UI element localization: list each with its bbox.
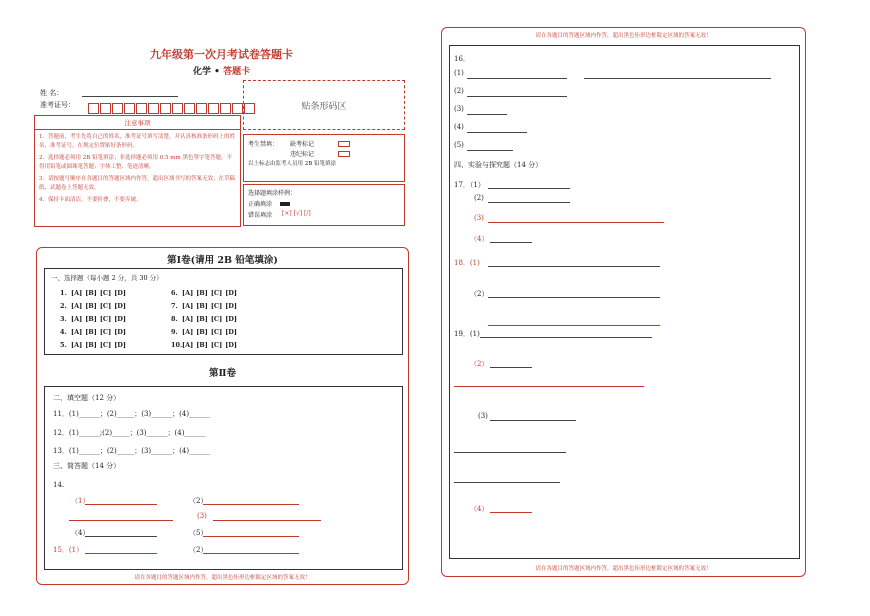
q14-3-line[interactable] [213,520,321,521]
choice-option-bubble[interactable]: [C] [99,327,112,336]
choice-option-bubble[interactable]: [D] [114,288,126,297]
choice-option-bubble[interactable]: [B] [85,301,97,310]
q15-2-label: （2） [189,546,208,554]
part2-title: 第Ⅱ卷 [208,368,236,379]
q16-1-line[interactable] [467,78,567,79]
q18-1-label: 18．(1) [454,259,480,267]
q16-5-label: (5) [454,141,464,149]
choice-column-left [60,286,126,351]
q19-extra-line[interactable] [454,386,644,387]
q16-5-line[interactable] [467,150,513,151]
choice-option-bubble[interactable]: [D] [225,288,237,297]
section3-title: 三、简答题（14 分） [53,462,121,470]
choice-option-bubble[interactable]: [D] [114,301,126,310]
q16-4-label: (4) [454,123,464,131]
answer-card-label: 答题卡 [223,67,251,77]
choice-number: 5. [60,340,67,349]
q19-extra-line-b[interactable] [454,452,566,453]
q17-4-line[interactable] [490,242,532,243]
choice-option-bubble[interactable]: [B] [196,340,208,349]
note-item: 3．请按题号顺序在各题目的答题区域内作答，超出区域书写的答案无效；在草稿纸、试题卷上答题无效。 [39,176,236,191]
q14-4-line[interactable] [85,536,157,537]
q16-4-line[interactable] [467,132,527,133]
q14-1-label: （1） [71,497,90,505]
choice-option-bubble[interactable]: [C] [99,340,112,349]
choice-option-bubble[interactable]: [B] [85,288,97,297]
choice-option-bubble[interactable]: [A] [71,340,83,349]
q19-1-line[interactable] [480,337,652,338]
note-item: 1．答题前，考生先将自己的姓名，准考证号填写清楚，并认真核准条形码上的姓名、准考证号，在规定位置贴好条形码。 [39,134,236,149]
choice-column-right [171,286,237,351]
q16-label: 16． [454,55,470,63]
exam-id-label: 准考证号： [40,101,75,109]
correct-fill-label: 正确填涂 [248,201,273,208]
answer-section-left [36,247,409,585]
fill-example-title: 选择题填涂样例： [248,190,297,197]
q17-4-label: （4） [470,235,489,243]
choice-row [60,299,126,312]
name-field[interactable] [82,96,178,97]
choice-option-bubble[interactable]: [A] [182,327,194,336]
q14-1-line[interactable] [85,504,157,505]
q19-3-label: (3) [478,412,488,420]
choice-option-bubble[interactable]: [C] [210,288,223,297]
q17-1-label: 17．（1） [454,181,485,189]
absent-checkbox[interactable] [338,141,350,147]
subjective-box [44,386,403,570]
choice-option-bubble[interactable]: [A] [182,340,194,349]
q16-2-line[interactable] [467,96,567,97]
q18-2-label: （2） [470,290,489,298]
q14-2-label: （2） [189,497,208,505]
choice-option-bubble[interactable]: [B] [85,340,97,349]
section2-title: 二、填空题（12 分） [53,394,121,402]
sheet-subtitle [193,64,250,77]
q16-1-line-b[interactable] [584,78,771,79]
choice-row [60,312,126,325]
choice-option-bubble[interactable]: [B] [85,314,97,323]
q18-extra-line[interactable] [488,325,660,326]
footer-note-left: 请在各题目的答题区域内作答，超出黑色矩形边框限定区域的答案无效！ [134,575,311,581]
q19-2-label: （2） [470,360,489,368]
q19-1-label: 19．(1) [454,330,480,338]
q18-2-line[interactable] [488,297,660,298]
q19-4-line[interactable] [490,512,532,513]
choice-row [171,338,237,351]
q14-5-line[interactable] [203,536,299,537]
choice-option-bubble[interactable]: [B] [196,314,208,323]
choice-number: 1. [60,288,67,297]
q17-3-label: (3) [474,214,484,222]
header-note-right: 请在各题目的答题区域内作答，超出黑色矩形边框限定区域的答案无效！ [535,33,712,39]
choice-option-bubble[interactable]: [A] [182,301,194,310]
status-label: 考生禁填： [248,141,279,148]
choice-option-bubble[interactable]: [C] [210,301,223,310]
q18-1-line[interactable] [488,266,660,267]
cheat-label: 违纪标记 [290,151,315,158]
choice-number: 9. [171,327,178,336]
q15-1-line[interactable] [85,553,157,554]
choice-number: 4. [60,327,67,336]
dot-separator: • [214,67,220,77]
q19-3-line[interactable] [490,420,576,421]
choice-option-bubble[interactable]: [B] [196,301,208,310]
choice-option-bubble[interactable]: [D] [225,327,237,336]
wrong-fill-label: 错误填涂 [248,212,273,219]
choice-row [171,325,237,338]
choice-box [44,268,403,355]
q14-extra-line[interactable] [69,520,173,521]
notes-title: 注意事项 [35,116,240,130]
q14-4-label: （4） [71,529,90,537]
choice-option-bubble[interactable]: [D] [114,327,126,336]
q17-2-label: (2) [474,194,484,202]
status-box [243,134,405,182]
barcode-label: 贴条形码区 [301,101,347,112]
cheat-checkbox[interactable] [338,151,350,157]
choice-row [60,286,126,299]
q17-1-line[interactable] [488,188,570,189]
choice-row [60,325,126,338]
choice-number: 3. [60,314,67,323]
q19-2-line[interactable] [490,367,532,368]
choice-option-bubble[interactable]: [B] [196,327,208,336]
right-page [441,27,806,577]
choice-number: 8. [171,314,178,323]
q16-3-line[interactable] [467,114,507,115]
part1-title: 第Ⅰ卷(请用 2B 铅笔填涂) [167,255,278,266]
choice-option-bubble[interactable]: [A] [71,327,83,336]
choice-option-bubble[interactable]: [B] [196,288,208,297]
choice-option-bubble[interactable]: [A] [182,314,194,323]
choice-option-bubble[interactable]: [C] [210,340,223,349]
q11-line: 11．(1)______；(2)_____；(3)______；(4)______ [53,410,211,418]
q17-2-line[interactable] [488,202,570,203]
choice-option-bubble[interactable]: [B] [85,327,97,336]
choice-row [60,338,126,351]
choice-row [171,286,237,299]
choice-option-bubble[interactable]: [C] [99,288,112,297]
choice-option-bubble[interactable]: [D] [225,301,237,310]
choice-row [171,299,237,312]
section4-title: 四、实验与探究题（14 分） [454,161,543,169]
q19-4-label: （4） [470,505,489,513]
q16-3-label: (3) [454,105,464,113]
fill-example-box [243,184,405,226]
q12-line: 12．(1)______;(2)_____；(3)______；(4)______ [53,429,206,437]
note-item: 4．保持卡面清洁，不要折叠，不要弄破。 [39,197,142,203]
q16-1-label: (1) [454,69,464,77]
choice-number: 7. [171,301,178,310]
q17-3-line[interactable] [488,222,664,223]
choice-number: 10. [171,340,183,349]
q15-2-line[interactable] [203,553,299,554]
q13-line: 13．(1)______；(2)_____；(3)______；(4)______ [53,447,211,455]
q14-3-label: (3) [197,512,207,520]
choice-option-bubble[interactable]: [A] [71,288,83,297]
choice-option-bubble[interactable]: [A] [71,301,83,310]
footer-note-right: 请在各题目的答题区域内作答，超出黑色矩形边框限定区域的答案无效！ [535,566,712,572]
choice-option-bubble[interactable]: [D] [114,314,126,323]
choice-option-bubble[interactable]: [A] [182,288,194,297]
q19-extra-line-c[interactable] [454,482,560,483]
choice-option-bubble[interactable]: [C] [210,314,223,323]
choice-row [171,312,237,325]
note-item: 2．选择题必须用 2B 铅笔填涂；非选择题必须用 0.5 mm 黑色签字笔答题，不得用铅笔或圆珠笔答题；字体工整、笔迹清晰。 [39,155,232,170]
q15-1-label: 15．(1） [53,546,84,554]
barcode-area [243,80,405,130]
choice-number: 2. [60,301,67,310]
choice-option-bubble[interactable]: [C] [99,301,112,310]
notes-box [34,115,241,227]
sheet-title: 九年级第一次月考试卷答题卡 [150,48,293,61]
choice-option-bubble[interactable]: [C] [210,327,223,336]
right-answer-box [449,45,800,559]
name-label: 姓 名： [40,89,64,97]
correct-fill-mark [280,202,290,206]
q16-2-label: (2) [454,87,464,95]
choice-number: 6. [171,288,178,297]
q14-5-label: （5） [189,529,208,537]
choice-section-title: 一、选择题（每小题 2 分，共 30 分） [51,274,163,282]
q14-2-line[interactable] [203,504,299,505]
choice-option-bubble[interactable]: [C] [99,314,112,323]
wrong-fill-marks: [×] [√] [/] [282,210,311,217]
absent-label: 缺考标记 [290,141,315,148]
choice-option-bubble[interactable]: [D] [225,314,237,323]
status-note: 以上标志由监考人员用 2B 铅笔填涂 [248,161,337,167]
subject-label: 化学 [193,67,212,77]
choice-option-bubble[interactable]: [A] [71,314,83,323]
choice-option-bubble[interactable]: [D] [225,340,237,349]
choice-option-bubble[interactable]: [D] [114,340,126,349]
q14-label: 14. [53,481,65,489]
